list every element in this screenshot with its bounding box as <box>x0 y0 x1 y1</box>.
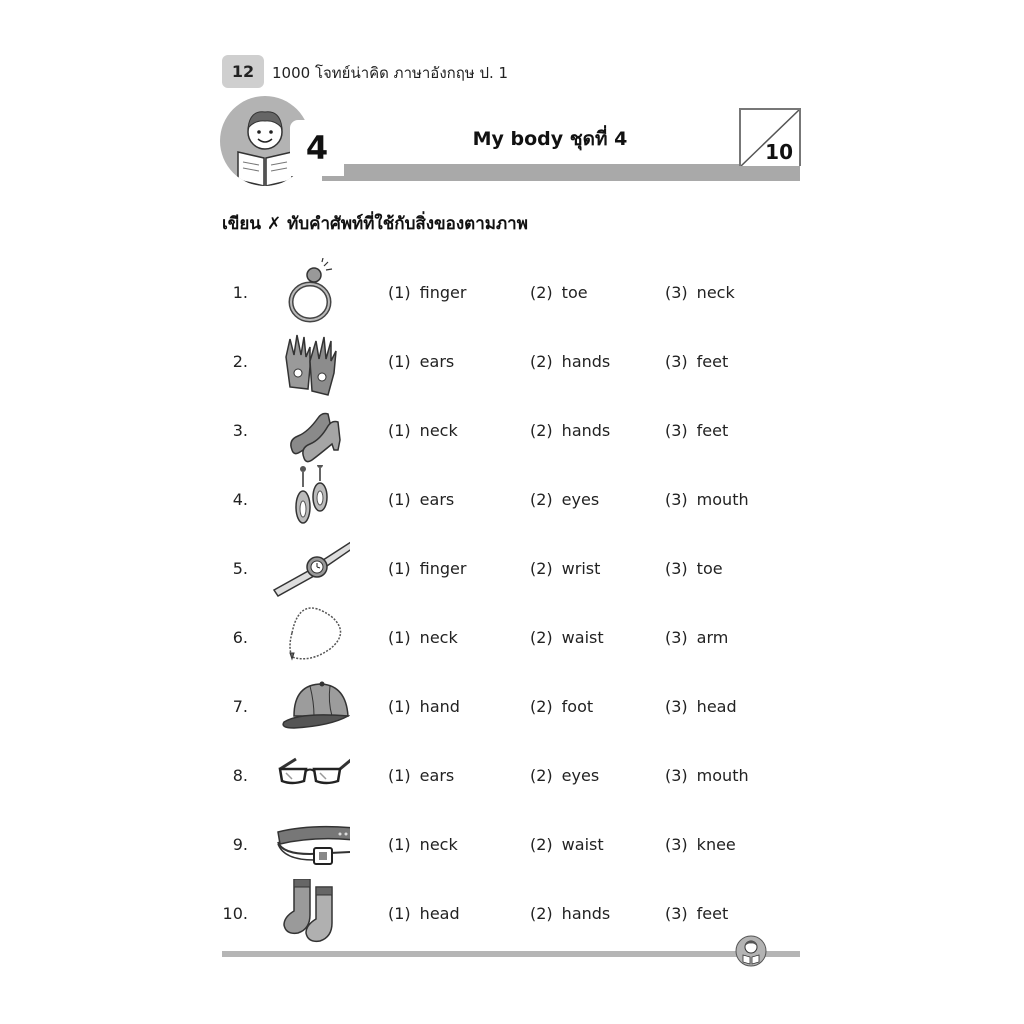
question-9 <box>0 816 1024 876</box>
glasses-icon <box>270 741 350 813</box>
option-3[interactable]: (3) arm <box>665 628 729 647</box>
option-1[interactable]: (1) finger <box>388 283 467 302</box>
question-number: 10. <box>222 904 248 923</box>
question-4 <box>0 471 1024 531</box>
question-8 <box>0 747 1024 807</box>
cross-mark-icon: ✗ <box>266 214 282 234</box>
option-2[interactable]: (2) foot <box>530 697 594 716</box>
option-1[interactable]: (1) head <box>388 904 460 923</box>
question-number: 5. <box>232 559 248 578</box>
question-number: 1. <box>232 283 248 302</box>
option-3[interactable]: (3) feet <box>665 421 729 440</box>
option-2[interactable]: (2) hands <box>530 352 611 371</box>
question-number: 4. <box>232 490 248 509</box>
question-3 <box>0 402 1024 462</box>
option-3[interactable]: (3) feet <box>665 352 729 371</box>
section-title: My body ชุดที่ 4 <box>472 128 628 150</box>
option-3[interactable]: (3) toe <box>665 559 723 578</box>
socks-icon <box>270 879 350 951</box>
high-heels-icon <box>270 396 350 468</box>
total-score: 10 <box>765 140 793 164</box>
option-2[interactable]: (2) toe <box>530 283 588 302</box>
question-5 <box>0 540 1024 600</box>
option-2[interactable]: (2) eyes <box>530 490 600 509</box>
question-number: 3. <box>232 421 248 440</box>
question-7 <box>0 678 1024 738</box>
option-3[interactable]: (3) mouth <box>665 766 749 785</box>
option-1[interactable]: (1) ears <box>388 490 455 509</box>
option-2[interactable]: (2) eyes <box>530 766 600 785</box>
set-number: 4 <box>290 120 344 176</box>
page-number: 12 <box>222 55 264 88</box>
option-2[interactable]: (2) wrist <box>530 559 601 578</box>
belt-icon <box>270 810 350 882</box>
option-3[interactable]: (3) mouth <box>665 490 749 509</box>
option-3[interactable]: (3) knee <box>665 835 736 854</box>
question-number: 9. <box>232 835 248 854</box>
option-1[interactable]: (1) ears <box>388 352 455 371</box>
question-number: 8. <box>232 766 248 785</box>
option-1[interactable]: (1) neck <box>388 835 458 854</box>
section-banner-bar <box>322 164 800 181</box>
option-2[interactable]: (2) hands <box>530 421 611 440</box>
question-6 <box>0 609 1024 669</box>
option-1[interactable]: (1) neck <box>388 628 458 647</box>
option-2[interactable]: (2) waist <box>530 835 604 854</box>
book-title: 1000 โจทย์น่าคิด ภาษาอังกฤษ ป. 1 <box>272 64 509 82</box>
instruction-text-before: เขียน <box>222 214 262 234</box>
question-10 <box>0 885 1024 945</box>
option-1[interactable]: (1) finger <box>388 559 467 578</box>
reading-kid-icon <box>735 935 767 967</box>
earrings-icon <box>270 465 350 537</box>
score-box <box>739 108 801 166</box>
question-1 <box>0 264 1024 324</box>
question-number: 6. <box>232 628 248 647</box>
option-1[interactable]: (1) ears <box>388 766 455 785</box>
footer-bar <box>222 951 800 957</box>
option-1[interactable]: (1) neck <box>388 421 458 440</box>
option-2[interactable]: (2) hands <box>530 904 611 923</box>
wristwatch-icon <box>270 534 350 606</box>
question-number: 7. <box>232 697 248 716</box>
gloves-icon <box>270 327 350 399</box>
option-3[interactable]: (3) feet <box>665 904 729 923</box>
instruction <box>222 210 528 237</box>
question-number: 2. <box>232 352 248 371</box>
option-1[interactable]: (1) hand <box>388 697 460 716</box>
option-3[interactable]: (3) head <box>665 697 737 716</box>
cap-icon <box>270 672 350 744</box>
instruction-text-after: ทับคำศัพท์ที่ใช้กับสิ่งของตามภาพ <box>287 214 528 234</box>
question-2 <box>0 333 1024 393</box>
ring-icon <box>270 258 350 330</box>
option-3[interactable]: (3) neck <box>665 283 735 302</box>
necklace-icon <box>270 603 350 675</box>
option-2[interactable]: (2) waist <box>530 628 604 647</box>
